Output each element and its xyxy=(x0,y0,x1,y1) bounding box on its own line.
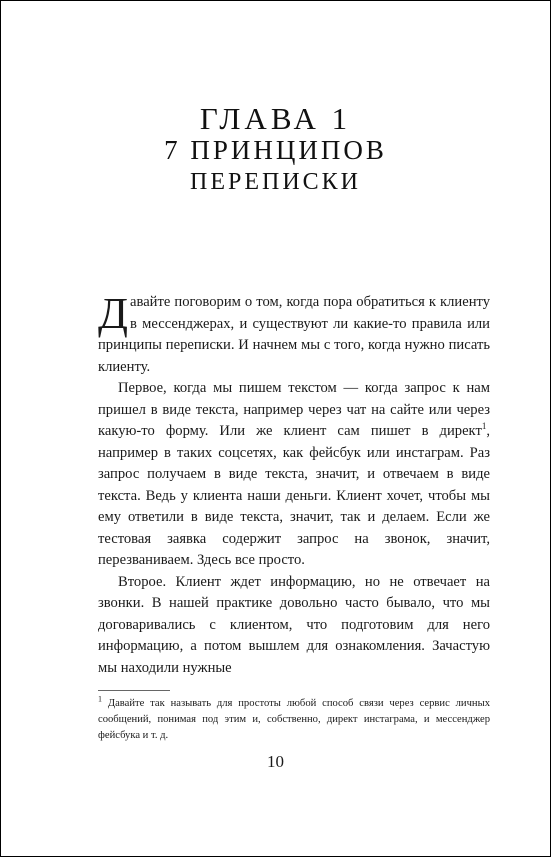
paragraph-2-text-b: , например в таких соцсетях, как фейсбук или инстаграм. Раз запрос получаем в виде текста, значит, и отвечаем в виде текста. Ведь у клиента наши деньги. Клиент хочет, чтобы мы ему ответили в виде текста, значит, так и делаем. Если же тестовая заявка содержит запрос на звонок, значит, перезваниваем. Здесь все просто. xyxy=(98,423,490,568)
body-text xyxy=(98,289,490,679)
chapter-title-line-2: ПЕРЕПИСКИ xyxy=(189,169,361,195)
paragraph-2 xyxy=(98,378,490,572)
footnote-text: Давайте так называть для простоты любой способ связи через сервис личных сообщений, понимая под этим и, собственно, директ инстаграма, и мессенджер фейсбука и т. д. xyxy=(98,698,490,741)
paragraph-3-text: Второе. Клиент ждет информацию, но не отвечает на звонки. В нашей практике довольно часто бывало, что мы договаривались с клиентом, что подготовим для него информацию, а потом вышлем для ознакомления. Зачастую мы находили нужные xyxy=(98,573,490,676)
paragraph-1 xyxy=(98,289,490,378)
footnote-reference: 1 xyxy=(481,421,487,432)
footnote-divider xyxy=(98,690,170,691)
paragraph-2-text-a: Первое, когда мы пишем текстом — когда запрос к нам пришел в виде текста, например через чат на сайте или через какую-то форму. Или же клиент сам пишет в директ xyxy=(98,380,490,439)
paragraph-3 xyxy=(98,572,490,680)
footnote xyxy=(98,696,490,744)
footnote-mark: 1 xyxy=(98,694,102,704)
chapter-title-line-1: 7 ПРИНЦИПОВ xyxy=(164,135,387,165)
chapter-number: ГЛАВА 1 xyxy=(199,101,352,136)
page-number: 10 xyxy=(267,752,284,771)
drop-cap: Д xyxy=(98,289,129,338)
paragraph-1-text: авайте поговорим о том, когда пора обратиться к клиенту в мессенджерах, и существуют ли какие-то правила или принципы переписки. И начнем мы с того, когда нужно писать клиенту. xyxy=(98,294,490,375)
